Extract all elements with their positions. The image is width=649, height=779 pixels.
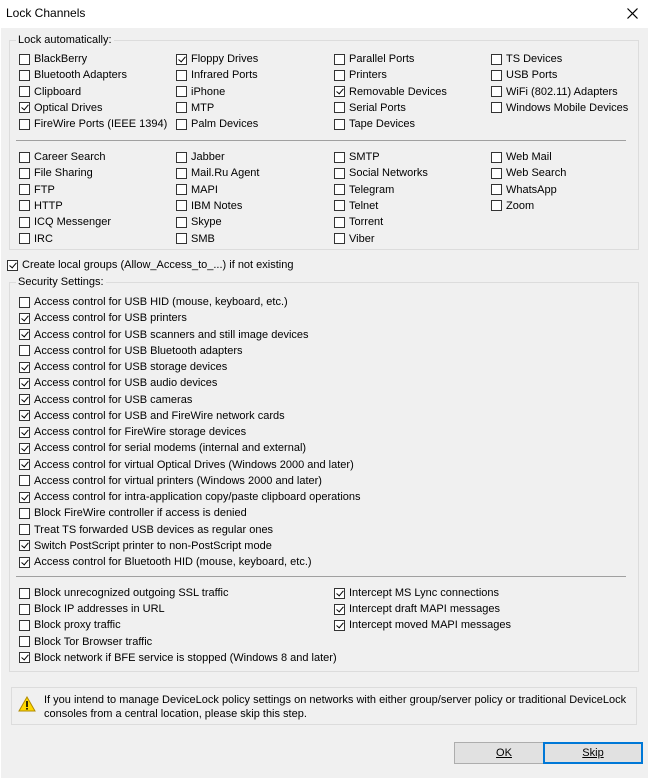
security-access-control-for-usb-storage-devices-checkbox[interactable]: [19, 359, 227, 375]
lock-infrared-ports-checkbox[interactable]: [176, 67, 258, 83]
checkbox-label: Block unrecognized outgoing SSL traffic: [34, 587, 229, 599]
checkbox-checked-icon[interactable]: [19, 378, 30, 389]
checkbox-label: SMB: [191, 232, 215, 245]
separator: [16, 140, 626, 141]
checkbox-label: Access control for serial modems (internal and external): [34, 442, 307, 455]
checkbox-label: Parallel Ports: [349, 53, 415, 65]
checkbox-label: BlackBerry: [34, 53, 88, 65]
checkbox-checked-icon[interactable]: [19, 459, 30, 470]
checkbox-label: Skype: [191, 216, 222, 229]
checkbox-label: Access control for virtual Optical Drives (Windows 2000 and later): [34, 458, 354, 471]
ok-button-label: OK: [496, 747, 512, 759]
lock-optical-drives-checkbox[interactable]: [19, 100, 102, 116]
security-access-control-for-usb-and-firewire-network-cards-checkbox[interactable]: [19, 408, 285, 424]
lock-windows-mobile-devices-checkbox[interactable]: [491, 100, 628, 116]
checkbox-label: Access control for USB scanners and still image devices: [34, 328, 309, 341]
checkbox-label: Block proxy traffic: [34, 619, 121, 632]
checkbox-unchecked-icon[interactable]: [176, 168, 187, 179]
checkbox-label: Windows Mobile Devices: [506, 101, 629, 114]
checkbox-checked-icon[interactable]: [19, 492, 30, 503]
checkbox-unchecked-icon[interactable]: [19, 200, 30, 211]
checkbox-label: Access control for USB cameras: [34, 393, 193, 406]
security-access-control-for-usb-printers-checkbox[interactable]: [19, 310, 187, 326]
checkbox-unchecked-icon[interactable]: [19, 184, 30, 195]
checkbox-label: MTP: [191, 101, 215, 114]
protocol-mail-ru-agent-checkbox[interactable]: [176, 165, 259, 181]
protocol-web-search-checkbox[interactable]: [491, 165, 566, 181]
protocol-mapi-checkbox[interactable]: [176, 182, 218, 198]
checkbox-unchecked-icon[interactable]: [176, 119, 187, 130]
checkbox-checked-icon[interactable]: [19, 540, 30, 551]
checkbox-label: Removable Devices: [349, 85, 447, 98]
lock-parallel-ports-checkbox[interactable]: [334, 51, 414, 67]
checkbox-label: Create local groups (Allow_Access_to_...) if not existing: [22, 259, 294, 271]
checkbox-unchecked-icon[interactable]: [334, 184, 345, 195]
protocol-ibm-notes-checkbox[interactable]: [176, 198, 242, 214]
checkbox-label: Infrared Ports: [191, 69, 258, 82]
checkbox-checked-icon[interactable]: [19, 362, 30, 373]
checkbox-label: Block FireWire controller if access is denied: [34, 507, 247, 520]
checkbox-unchecked-icon[interactable]: [19, 152, 30, 163]
security-access-control-for-usb-scanners-and-still-image-devices-checkbox[interactable]: [19, 327, 309, 343]
checkbox-checked-icon[interactable]: [19, 427, 30, 438]
lock-bluetooth-adapters-checkbox[interactable]: [19, 67, 127, 83]
checkbox-label: Serial Ports: [349, 101, 406, 114]
checkbox-checked-icon[interactable]: [334, 620, 345, 631]
network-block-ip-addresses-in-url-checkbox[interactable]: [19, 601, 165, 617]
checkbox-unchecked-icon[interactable]: [176, 70, 187, 81]
lock-usb-ports-checkbox[interactable]: [491, 67, 557, 83]
checkbox-label: Intercept draft MAPI messages: [349, 603, 501, 616]
checkbox-label: Telegram: [349, 183, 395, 196]
checkbox-label: Access control for Bluetooth HID (mouse, keyboard, etc.): [34, 556, 312, 568]
checkbox-label: Block IP addresses in URL: [34, 603, 165, 616]
checkbox-label: SMTP: [349, 151, 380, 163]
checkbox-checked-icon[interactable]: [19, 313, 30, 324]
lock-printers-checkbox[interactable]: [334, 67, 387, 83]
checkbox-label: Torrent: [349, 216, 384, 229]
checkbox-label: Access control for USB printers: [34, 312, 187, 325]
protocol-smtp-checkbox[interactable]: [334, 149, 380, 165]
checkbox-label: IBM Notes: [191, 199, 243, 212]
checkbox-label: Social Networks: [349, 167, 428, 180]
lock-floppy-drives-checkbox[interactable]: [176, 51, 258, 67]
checkbox-unchecked-icon[interactable]: [19, 475, 30, 486]
checkbox-unchecked-icon[interactable]: [491, 184, 502, 195]
checkbox-checked-icon[interactable]: [176, 54, 187, 65]
checkbox-unchecked-icon[interactable]: [334, 54, 345, 65]
checkbox-label: FireWire Ports (IEEE 1394): [34, 118, 168, 130]
checkbox-label: Block Tor Browser traffic: [34, 635, 153, 648]
checkbox-checked-icon[interactable]: [19, 102, 30, 113]
security-block-firewire-controller-if-access-is-denied-checkbox[interactable]: [19, 505, 247, 521]
checkbox-label: HTTP: [34, 199, 63, 212]
protocol-file-sharing-checkbox[interactable]: [19, 165, 93, 181]
checkbox-unchecked-icon[interactable]: [19, 217, 30, 228]
lock-blackberry-checkbox[interactable]: [19, 51, 87, 67]
info-text: If you intend to manage DeviceLock policy settings on networks with either group/server policy or traditional DeviceLock consoles from a central location, please skip this step.: [44, 694, 627, 720]
network-intercept-ms-lync-connections-checkbox[interactable]: [334, 585, 499, 601]
lock-ts-devices-checkbox[interactable]: [491, 51, 562, 67]
checkbox-label: ICQ Messenger: [34, 216, 112, 229]
checkbox-checked-icon[interactable]: [334, 588, 345, 599]
checkbox-label: Bluetooth Adapters: [34, 69, 127, 82]
security-access-control-for-intra-application-copy-paste-clipboard-operations-checkbox[interactable]: [19, 489, 361, 505]
network-block-network-if-bfe-service-is-stopped-windows-8-and-later-checkbox[interactable]: [19, 650, 337, 666]
checkbox-unchecked-icon[interactable]: [491, 200, 502, 211]
protocol-viber-checkbox[interactable]: [334, 231, 374, 247]
checkbox-label: Web Mail: [506, 151, 552, 163]
warning-icon: [18, 696, 36, 712]
checkbox-label: Block network if BFE service is stopped (Windows 8 and later): [34, 651, 337, 664]
checkbox-label: Jabber: [191, 151, 225, 163]
checkbox-checked-icon[interactable]: [19, 410, 30, 421]
lock-removable-devices-checkbox[interactable]: [334, 84, 447, 100]
checkbox-unchecked-icon[interactable]: [334, 217, 345, 228]
checkbox-checked-icon[interactable]: [19, 394, 30, 405]
checkbox-label: Switch PostScript printer to non-PostScript mode: [34, 539, 272, 552]
checkbox-label: Access control for USB and FireWire network cards: [34, 409, 285, 422]
checkbox-label: Optical Drives: [34, 101, 103, 114]
network-block-proxy-traffic-checkbox[interactable]: [19, 617, 121, 633]
info-box: [11, 687, 637, 725]
security-access-control-for-usb-hid-mouse-keyboard-etc-checkbox[interactable]: [19, 294, 288, 310]
checkbox-checked-icon[interactable]: [334, 86, 345, 97]
checkbox-label: Floppy Drives: [191, 53, 259, 65]
lock-iphone-checkbox[interactable]: [176, 84, 225, 100]
checkbox-unchecked-icon[interactable]: [491, 54, 502, 65]
checkbox-label: Printers: [349, 69, 387, 82]
checkbox-unchecked-icon[interactable]: [19, 588, 30, 599]
checkbox-label: Career Search: [34, 151, 106, 163]
protocol-career-search-checkbox[interactable]: [19, 149, 106, 165]
dialog-client: [1, 28, 648, 778]
protocol-telegram-checkbox[interactable]: [334, 182, 394, 198]
checkbox-unchecked-icon[interactable]: [334, 152, 345, 163]
checkbox-unchecked-icon[interactable]: [176, 217, 187, 228]
checkbox-checked-icon[interactable]: [19, 652, 30, 663]
checkbox-unchecked-icon[interactable]: [334, 102, 345, 113]
checkbox-label: Palm Devices: [191, 118, 259, 130]
security-settings-legend: Security Settings:: [18, 276, 104, 288]
checkbox-unchecked-icon[interactable]: [334, 200, 345, 211]
create-local-groups-create-local-groups-allow-access-to-if-not-existing-checkbox[interactable]: [7, 257, 293, 273]
protocol-web-mail-checkbox[interactable]: [491, 149, 552, 165]
checkbox-label: WhatsApp: [506, 183, 557, 196]
protocol-http-checkbox[interactable]: [19, 198, 63, 214]
checkbox-label: Tape Devices: [349, 118, 416, 130]
checkbox-unchecked-icon[interactable]: [334, 119, 345, 130]
security-access-control-for-usb-cameras-checkbox[interactable]: [19, 392, 192, 408]
lock-automatically-legend: Lock automatically:: [18, 34, 112, 46]
checkbox-label: iPhone: [191, 85, 226, 98]
checkbox-label: Mail.Ru Agent: [191, 167, 260, 180]
separator: [16, 576, 626, 577]
checkbox-unchecked-icon[interactable]: [19, 54, 30, 65]
lock-firewire-ports-ieee-1394-checkbox[interactable]: [19, 116, 167, 132]
protocol-telnet-checkbox[interactable]: [334, 198, 378, 214]
checkbox-label: File Sharing: [34, 167, 93, 180]
checkbox-label: Zoom: [506, 199, 535, 212]
network-intercept-moved-mapi-messages-checkbox[interactable]: [334, 617, 511, 633]
checkbox-checked-icon[interactable]: [19, 329, 30, 340]
security-access-control-for-usb-audio-devices-checkbox[interactable]: [19, 375, 217, 391]
checkbox-unchecked-icon[interactable]: [491, 152, 502, 163]
security-access-control-for-serial-modems-internal-and-external-checkbox[interactable]: [19, 440, 306, 456]
checkbox-label: USB Ports: [506, 69, 558, 82]
checkbox-label: Treat TS forwarded USB devices as regular ones: [34, 523, 274, 536]
checkbox-unchecked-icon[interactable]: [19, 636, 30, 647]
checkbox-label: Intercept MS Lync connections: [349, 587, 500, 599]
window-title: Lock Channels: [6, 6, 86, 20]
checkbox-label: IRC: [34, 232, 53, 245]
skip-button-label: Skip: [582, 747, 604, 759]
checkbox-label: Access control for FireWire storage devices: [34, 426, 247, 438]
checkbox-label: Access control for intra-application copy/paste clipboard operations: [34, 491, 361, 503]
checkbox-label: FTP: [34, 183, 55, 196]
checkbox-label: Access control for USB Bluetooth adapters: [34, 344, 243, 357]
checkbox-unchecked-icon[interactable]: [19, 524, 30, 535]
network-block-unrecognized-outgoing-ssl-traffic-checkbox[interactable]: [19, 585, 228, 601]
checkbox-label: Access control for USB audio devices: [34, 377, 218, 390]
checkbox-unchecked-icon[interactable]: [491, 86, 502, 97]
checkbox-label: Intercept moved MAPI messages: [349, 619, 512, 632]
checkbox-label: MAPI: [191, 183, 218, 196]
ok-button[interactable]: [454, 742, 554, 764]
protocol-torrent-checkbox[interactable]: [334, 214, 383, 230]
checkbox-unchecked-icon[interactable]: [19, 168, 30, 179]
protocol-whatsapp-checkbox[interactable]: [491, 182, 557, 198]
security-access-control-for-firewire-storage-devices-checkbox[interactable]: [19, 424, 246, 440]
protocol-zoom-checkbox[interactable]: [491, 198, 534, 214]
close-button[interactable]: [615, 0, 649, 28]
checkbox-label: Clipboard: [34, 85, 82, 98]
close-icon: [627, 8, 638, 19]
checkbox-label: Telnet: [349, 199, 379, 212]
checkbox-unchecked-icon[interactable]: [19, 620, 30, 631]
protocol-icq-messenger-checkbox[interactable]: [19, 214, 111, 230]
protocol-irc-checkbox[interactable]: [19, 231, 53, 247]
checkbox-unchecked-icon[interactable]: [19, 604, 30, 615]
protocol-smb-checkbox[interactable]: [176, 231, 215, 247]
lock-wifi-802-11-adapters-checkbox[interactable]: [491, 84, 618, 100]
title-bar: [0, 0, 649, 28]
checkbox-unchecked-icon[interactable]: [491, 168, 502, 179]
checkbox-unchecked-icon[interactable]: [334, 233, 345, 244]
security-access-control-for-virtual-printers-windows-2000-and-later-checkbox[interactable]: [19, 473, 322, 489]
lock-tape-devices-checkbox[interactable]: [334, 116, 415, 132]
network-block-tor-browser-traffic-checkbox[interactable]: [19, 634, 152, 650]
checkbox-unchecked-icon[interactable]: [176, 102, 187, 113]
checkbox-label: TS Devices: [506, 53, 563, 65]
lock-palm-devices-checkbox[interactable]: [176, 116, 258, 132]
checkbox-unchecked-icon[interactable]: [19, 345, 30, 356]
checkbox-label: WiFi (802.11) Adapters: [506, 85, 618, 98]
checkbox-unchecked-icon[interactable]: [19, 508, 30, 519]
lock-mtp-checkbox[interactable]: [176, 100, 214, 116]
network-intercept-draft-mapi-messages-checkbox[interactable]: [334, 601, 500, 617]
checkbox-label: Viber: [349, 232, 375, 245]
checkbox-unchecked-icon[interactable]: [19, 70, 30, 81]
checkbox-checked-icon[interactable]: [334, 604, 345, 615]
checkbox-unchecked-icon[interactable]: [19, 233, 30, 244]
checkbox-unchecked-icon[interactable]: [19, 119, 30, 130]
checkbox-checked-icon[interactable]: [7, 260, 18, 271]
checkbox-checked-icon[interactable]: [19, 443, 30, 454]
checkbox-label: Access control for virtual printers (Windows 2000 and later): [34, 474, 322, 487]
lock-serial-ports-checkbox[interactable]: [334, 100, 406, 116]
checkbox-unchecked-icon[interactable]: [176, 200, 187, 211]
skip-button[interactable]: [543, 742, 643, 764]
security-access-control-for-virtual-optical-drives-windows-2000-and-later-checkbox[interactable]: [19, 457, 354, 473]
checkbox-unchecked-icon[interactable]: [19, 297, 30, 308]
security-treat-ts-forwarded-usb-devices-as-regular-ones-checkbox[interactable]: [19, 522, 273, 538]
checkbox-unchecked-icon[interactable]: [491, 102, 502, 113]
checkbox-checked-icon[interactable]: [19, 557, 30, 568]
security-switch-postscript-printer-to-non-postscript-mode-checkbox[interactable]: [19, 538, 272, 554]
security-access-control-for-usb-bluetooth-adapters-checkbox[interactable]: [19, 343, 243, 359]
checkbox-label: Web Search: [506, 167, 567, 180]
checkbox-unchecked-icon[interactable]: [176, 86, 187, 97]
checkbox-unchecked-icon[interactable]: [176, 152, 187, 163]
checkbox-unchecked-icon[interactable]: [19, 86, 30, 97]
checkbox-unchecked-icon[interactable]: [176, 184, 187, 195]
checkbox-label: Access control for USB HID (mouse, keyboard, etc.): [34, 296, 288, 308]
checkbox-unchecked-icon[interactable]: [491, 70, 502, 81]
protocol-ftp-checkbox[interactable]: [19, 182, 55, 198]
protocol-skype-checkbox[interactable]: [176, 214, 222, 230]
protocol-social-networks-checkbox[interactable]: [334, 165, 428, 181]
checkbox-label: Access control for USB storage devices: [34, 361, 228, 373]
checkbox-unchecked-icon[interactable]: [334, 70, 345, 81]
protocol-jabber-checkbox[interactable]: [176, 149, 225, 165]
security-access-control-for-bluetooth-hid-mouse-keyboard-etc-checkbox[interactable]: [19, 554, 312, 570]
checkbox-unchecked-icon[interactable]: [334, 168, 345, 179]
checkbox-unchecked-icon[interactable]: [176, 233, 187, 244]
lock-clipboard-checkbox[interactable]: [19, 84, 81, 100]
